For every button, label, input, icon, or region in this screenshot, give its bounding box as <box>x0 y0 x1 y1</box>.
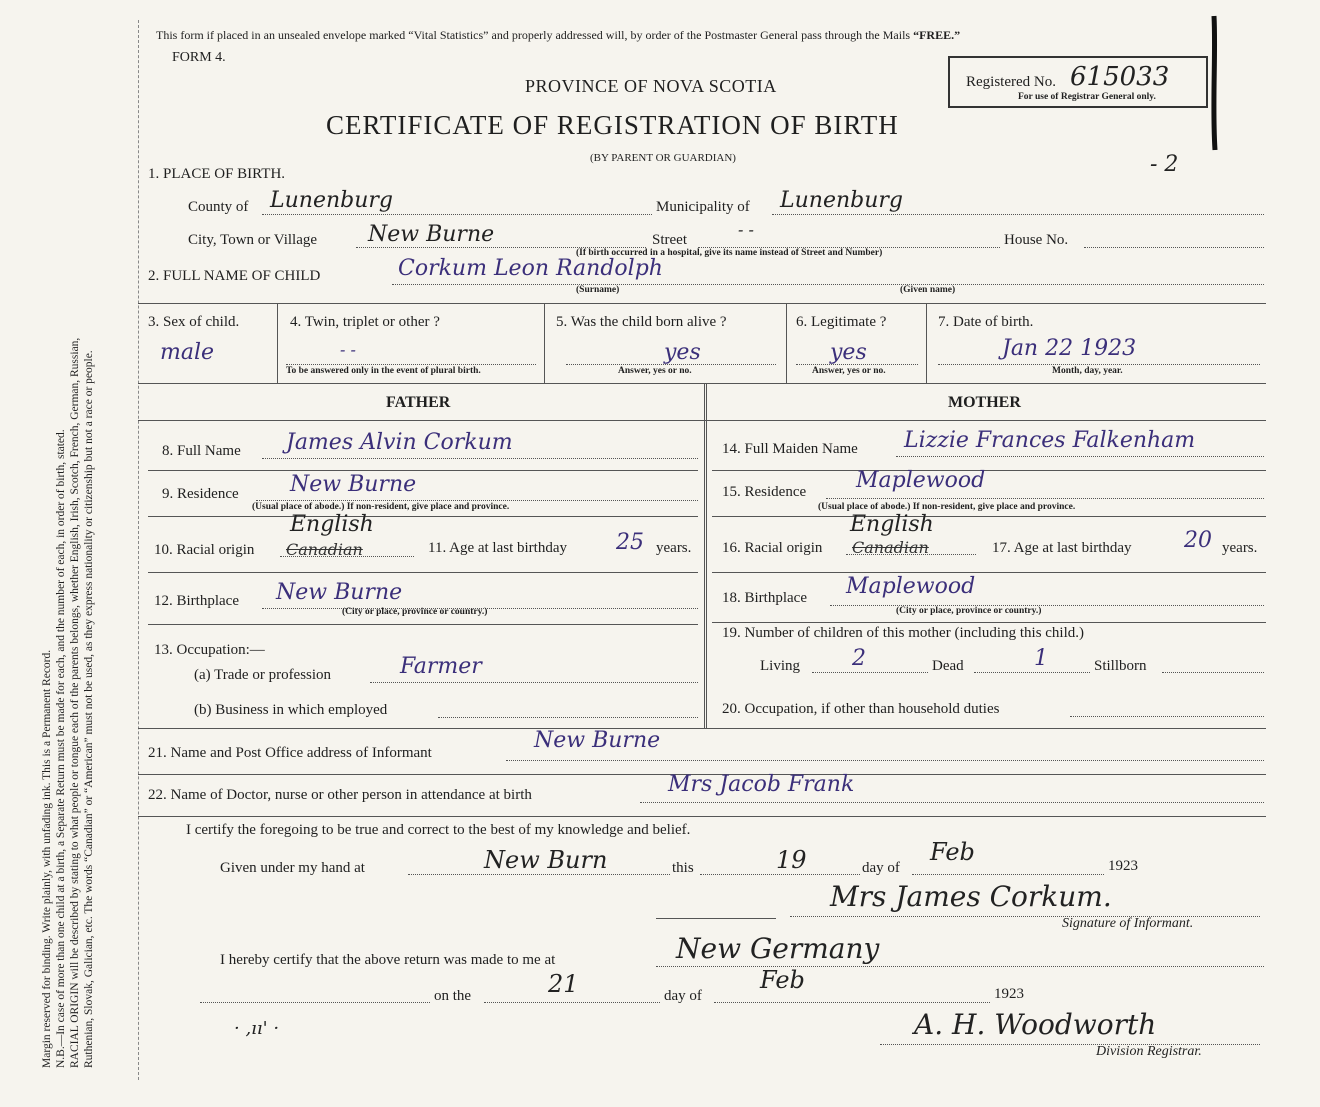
registrar-signature: A. H. Woodworth <box>914 1008 1157 1041</box>
rule-mother-3 <box>712 572 1266 573</box>
mother-racial-value: English <box>850 512 934 537</box>
registrar-date-lead-line <box>200 1002 430 1003</box>
county-value: Lunenburg <box>270 188 393 213</box>
postal-note <box>156 28 960 43</box>
street-value: - - <box>738 220 754 239</box>
dead-line <box>974 672 1090 673</box>
month-line <box>912 874 1104 875</box>
living-line <box>812 672 928 673</box>
alive-note: Answer, yes or no. <box>618 366 692 376</box>
legit-value: yes <box>830 340 867 365</box>
registered-box <box>948 56 1208 108</box>
twin-note: To be answered only in the event of plural birth. <box>286 366 481 376</box>
registrar-signature-label: Division Registrar. <box>1096 1044 1202 1059</box>
legit-label: 6. Legitimate ? <box>796 314 887 330</box>
dead-label: Dead <box>932 658 964 674</box>
father-racial-value: English <box>290 512 374 537</box>
father-abode-note: (Usual place of abode.) If non-resident, give place and province. <box>252 502 510 512</box>
hospital-note: (If birth occurred in a hospital, give its name instead of Street and Number) <box>576 248 883 258</box>
municipality-value: Lunenburg <box>780 188 903 213</box>
mother-birthplace-note: (City or place, province or country.) <box>896 606 1042 616</box>
father-trade-label: (a) Trade or profession <box>194 667 332 683</box>
day-value: 19 <box>776 846 807 874</box>
date-note: Month, day, year. <box>1052 366 1123 376</box>
child-name-label: 2. FULL NAME OF CHILD <box>148 268 321 284</box>
mother-racial-label: 16. Racial origin <box>722 540 823 556</box>
father-birthplace-note: (City or place, province or country.) <box>342 607 488 617</box>
attendant-line <box>640 802 1264 803</box>
registered-label: Registered No. <box>966 74 1056 90</box>
father-age-label: 11. Age at last birthday <box>428 540 567 556</box>
city-value: New Burne <box>368 222 495 247</box>
day-of-label: day of <box>862 860 900 876</box>
mother-residence-value: Maplewood <box>856 468 986 493</box>
county-label: County of <box>188 199 249 215</box>
county-line <box>262 214 652 215</box>
mother-abode-note: (Usual place of abode.) If non-resident, give place and province. <box>818 502 1076 512</box>
province-heading: PROVINCE OF NOVA SCOTIA <box>525 76 777 96</box>
father-residence-label: 9. Residence <box>162 486 239 502</box>
father-residence-line <box>256 500 698 501</box>
house-line <box>1084 247 1264 248</box>
attendant-label: 22. Name of Doctor, nurse or other person in attendance at birth <box>148 787 532 803</box>
alive-label: 5. Was the child born alive ? <box>556 314 727 330</box>
father-occupation-label: 13. Occupation:— <box>154 642 265 658</box>
date-value: Jan 22 1923 <box>1002 336 1137 361</box>
registrar-pen-stroke <box>1206 14 1220 152</box>
margin-line-1: Margin reserved for binding. Write plainly, with unfading ink. This is a Permanent Record. <box>41 649 53 1068</box>
father-trade-line <box>370 682 698 683</box>
legit-line <box>796 364 918 365</box>
father-birthplace-label: 12. Birthplace <box>154 593 239 609</box>
certify-statement: I certify the foregoing to be true and correct to the best of my knowledge and belief. <box>186 822 691 838</box>
informant-label: 21. Name and Post Office address of Informant <box>148 745 432 761</box>
registrar-statement: I hereby certify that the above return was made to me at <box>220 952 556 968</box>
municipality-line <box>772 214 1264 215</box>
living-value: 2 <box>852 646 866 671</box>
father-residence-value: New Burne <box>290 472 417 497</box>
reg-day-line <box>484 1002 660 1003</box>
mother-name-value: Lizzie Frances Falkenham <box>904 428 1196 453</box>
rule-parents-head <box>138 420 1266 421</box>
rule-attendant <box>138 816 1266 817</box>
given-place-value: New Burn <box>484 846 608 874</box>
mother-residence-line <box>826 498 1264 499</box>
alive-line <box>566 364 776 365</box>
street-label: Street <box>652 232 687 248</box>
given-place-line <box>408 874 670 875</box>
mother-age-label: 17. Age at last birthday <box>992 540 1132 556</box>
sex-value: male <box>160 340 215 365</box>
mother-birthplace-value: Maplewood <box>846 574 976 599</box>
sex-label: 3. Sex of child. <box>148 314 240 330</box>
reg-day-of-label: day of <box>664 988 702 1004</box>
child-name-value: Corkum Leon Randolph <box>398 256 663 281</box>
father-heading: FATHER <box>386 394 451 411</box>
rule-col-d <box>926 303 927 383</box>
rule-mother-1 <box>712 470 1266 471</box>
mother-heading: MOTHER <box>948 394 1021 411</box>
city-label: City, Town or Village <box>188 232 318 248</box>
informant-signature: Mrs James Corkum. <box>830 880 1112 913</box>
twin-label: 4. Twin, triplet or other ? <box>290 314 440 330</box>
parents-divider <box>704 383 707 728</box>
legit-note: Answer, yes or no. <box>812 366 886 376</box>
rule-mother-4 <box>712 622 1266 623</box>
registrar-place-value: New Germany <box>676 932 880 965</box>
given-name-note: (Given name) <box>900 285 956 295</box>
informant-signature-label: Signature of Informant. <box>1062 916 1194 931</box>
mother-name-line <box>896 456 1264 457</box>
rule-mother-2 <box>712 516 1266 517</box>
children-count-label: 19. Number of children of this mother (including this child.) <box>722 625 1085 641</box>
registrar-signature-line <box>880 1044 1260 1045</box>
margin-instructions <box>40 68 96 1068</box>
father-business-label: (b) Business in which employed <box>194 702 388 718</box>
rule-col-c <box>786 303 787 383</box>
rule-father-3 <box>148 572 698 573</box>
margin-line-4: Ruthenian, Slovak, Galician, etc. The words “Canadian” or “American” must not be used, as they express nationality or citizenship but not a race or people. <box>83 350 95 1068</box>
rule-father-2 <box>148 516 698 517</box>
date-label: 7. Date of birth. <box>938 314 1034 330</box>
surname-note: (Surname) <box>576 285 620 295</box>
margin-rule <box>138 20 139 1080</box>
year-value: 1923 <box>1108 858 1138 874</box>
registrar-place-line <box>656 966 1264 967</box>
certificate-title: CERTIFICATE OF REGISTRATION OF BIRTH <box>326 110 899 140</box>
margin-line-3: RACIAL ORIGIN will be described by stating to what people or tongue each of the parents belongs, whether English, Irish, Scotch, French, German, Russian, <box>69 337 81 1068</box>
child-name-line <box>392 284 1264 285</box>
attendant-value: Mrs Jacob Frank <box>668 772 855 797</box>
mother-occupation-label: 20. Occupation, if other than household duties <box>722 701 1000 717</box>
mother-residence-label: 15. Residence <box>722 484 807 500</box>
father-business-line <box>438 717 698 718</box>
rule-row3-top <box>138 303 1266 304</box>
mother-name-label: 14. Full Maiden Name <box>722 441 858 457</box>
scribble-mark: · ,ıı' · <box>234 1018 280 1039</box>
father-trade-value: Farmer <box>400 654 482 679</box>
father-age-value: 25 <box>616 530 644 555</box>
postal-free: “FREE.” <box>913 28 961 42</box>
father-name-label: 8. Full Name <box>162 443 241 459</box>
registered-value: 615033 <box>1070 62 1170 92</box>
given-label: Given under my hand at <box>220 860 365 876</box>
rule-father-4 <box>148 624 698 625</box>
twin-value: - - <box>340 340 356 359</box>
mother-birthplace-label: 18. Birthplace <box>722 590 807 606</box>
rule-parents-bottom <box>138 728 1266 729</box>
rule-col-a <box>277 303 278 383</box>
day-line <box>700 874 860 875</box>
mother-age-value: 20 <box>1184 528 1212 553</box>
signature-rule-left <box>656 918 776 919</box>
alive-value: yes <box>664 340 701 365</box>
on-the-label: on the <box>434 988 472 1004</box>
mother-occupation-line <box>1070 716 1264 717</box>
month-value: Feb <box>930 838 975 866</box>
reg-month-value: Feb <box>760 966 805 994</box>
house-label: House No. <box>1004 232 1069 248</box>
reg-year-value: 1923 <box>994 986 1024 1002</box>
certificate-subtitle: (BY PARENT OR GUARDIAN) <box>590 152 736 164</box>
twin-line <box>286 364 536 365</box>
rule-col-b <box>544 303 545 383</box>
father-name-line <box>262 458 698 459</box>
registrar-note: For use of Registrar General only. <box>1018 92 1156 102</box>
form-number: FORM 4. <box>172 50 226 65</box>
date-line <box>938 364 1260 365</box>
rule-row3-bottom <box>138 383 1266 384</box>
father-racial-struck: Canadian <box>286 540 363 559</box>
stillborn-line <box>1162 672 1264 673</box>
informant-value: New Burne <box>534 728 661 753</box>
corner-mark: - 2 <box>1150 152 1179 177</box>
father-birthplace-value: New Burne <box>276 580 403 605</box>
margin-line-2: N.B.—In case of more than one child at a birth, a Separate Return must be made for each, and the number of each, in order of birth, stated. <box>55 429 67 1068</box>
municipality-label: Municipality of <box>656 199 750 215</box>
dead-value: 1 <box>1034 646 1048 671</box>
reg-day-value: 21 <box>548 970 579 998</box>
living-label: Living <box>760 658 800 674</box>
place-section-label: 1. PLACE OF BIRTH. <box>148 166 286 182</box>
mother-years: years. <box>1222 540 1258 556</box>
postal-note-text: This form if placed in an unsealed envelope marked “Vital Statistics” and properly addressed will, by order of the Postmaster General pass through the Mails <box>156 28 911 42</box>
reg-month-line <box>714 1002 990 1003</box>
rule-father-1 <box>148 470 698 471</box>
father-racial-label: 10. Racial origin <box>154 542 255 558</box>
stillborn-label: Stillborn <box>1094 658 1147 674</box>
mother-racial-struck: Canadian <box>852 538 929 557</box>
father-years: years. <box>656 540 692 556</box>
informant-line <box>506 760 1264 761</box>
this-label: this <box>672 860 694 876</box>
father-name-value: James Alvin Corkum <box>286 430 513 455</box>
